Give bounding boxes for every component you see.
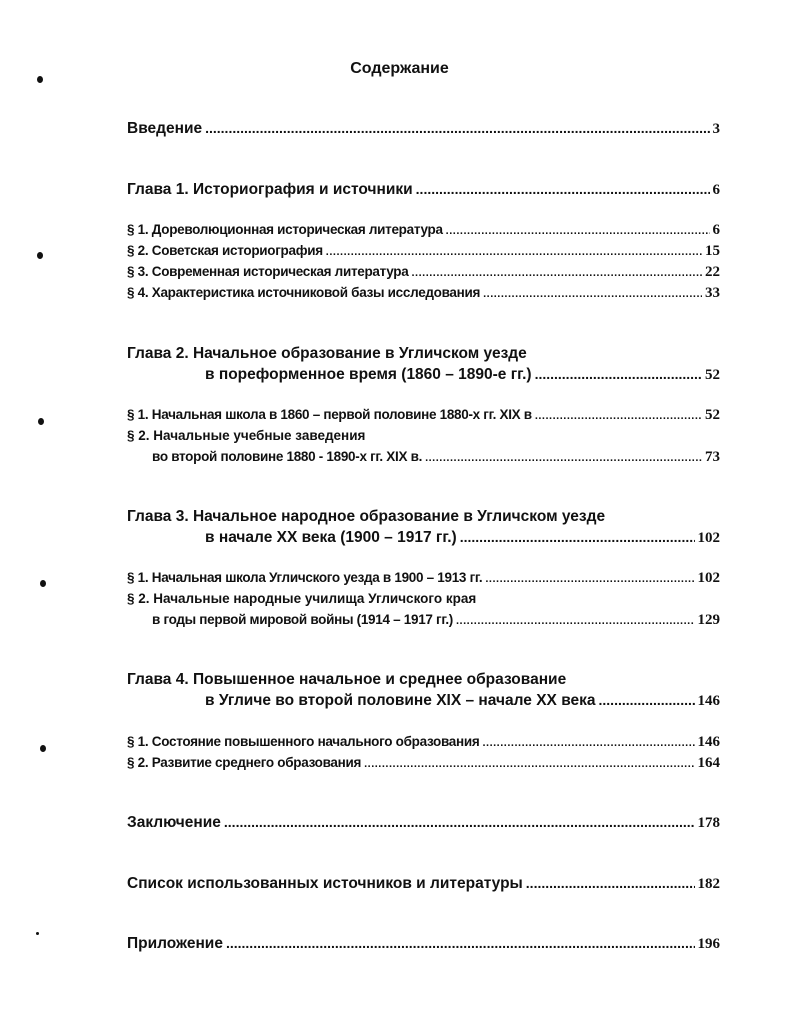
toc-entry-introduction[interactable]: [127, 120, 720, 140]
toc-section-2-2-heading: § 2. Начальные учебные заведения: [127, 428, 366, 443]
toc-page-number: 73: [705, 449, 720, 465]
toc-entry-chapter-1[interactable]: [127, 181, 720, 201]
toc-page-number: 3: [712, 121, 720, 137]
toc-page-number: 146: [697, 734, 720, 750]
toc-entry-section-1-3[interactable]: [127, 264, 720, 284]
toc-page-number: 146: [697, 693, 720, 709]
binder-hole-mark: [38, 418, 44, 425]
toc-entry-section-1-1[interactable]: [127, 222, 720, 242]
toc-entry-chapter-4[interactable]: [205, 692, 720, 712]
leader-dots: [364, 758, 694, 770]
toc-page-number: 102: [697, 530, 720, 546]
toc-chapter-4-heading: Глава 4. Повышенное начальное и среднее образование: [127, 671, 567, 688]
leader-dots: [446, 225, 710, 237]
leader-dots: [535, 410, 702, 422]
toc-entry-text: § 1. Начальная школа в 1860 – первой половине 1880-х гг. XIX в: [127, 407, 532, 422]
toc-entry-text: в Угличе во второй половине XIX – начале XX века: [205, 692, 596, 709]
toc-entry-section-4-1[interactable]: [127, 734, 720, 754]
toc-entry-appendix[interactable]: [127, 935, 720, 955]
toc-entry-section-4-2[interactable]: [127, 755, 720, 775]
leader-dots: [482, 737, 694, 749]
toc-entry-text: § 2. Развитие среднего образования: [127, 755, 362, 770]
toc-entry-conclusion[interactable]: [127, 814, 720, 834]
toc-page-number: 15: [705, 243, 720, 259]
leader-dots: [526, 875, 695, 891]
toc-page-number: 52: [705, 407, 720, 423]
toc-entry-section-1-4[interactable]: [127, 285, 720, 305]
toc-entry-section-2-2[interactable]: [152, 449, 720, 469]
toc-entry-text: § 3. Современная историческая литература: [127, 264, 409, 279]
toc-entry-bibliography[interactable]: [127, 875, 720, 895]
leader-dots: [416, 181, 710, 197]
toc-entry-text: Список использованных источников и литературы: [127, 875, 523, 892]
toc-entry-text: § 2. Советская историография: [127, 243, 323, 258]
toc-chapter-3-heading: Глава 3. Начальное народное образование в Угличском уезде: [127, 508, 606, 525]
leader-dots: [599, 692, 695, 708]
page-title: Содержание: [350, 60, 449, 77]
toc-entry-text: § 1. Дореволюционная историческая литература: [127, 222, 443, 237]
binder-hole-mark: [37, 252, 43, 259]
binder-hole-mark: [37, 76, 43, 83]
toc-entry-text: в пореформенное время (1860 – 1890-е гг.): [205, 366, 532, 383]
toc-entry-section-3-2[interactable]: [152, 612, 720, 632]
leader-dots: [483, 288, 702, 300]
leader-dots: [226, 935, 695, 951]
toc-entry-text: Введение: [127, 120, 203, 137]
toc-entry-text: во второй половине 1880 - 1890-х гг. XIX в.: [152, 449, 423, 464]
toc-entry-text: в начале XX века (1900 – 1917 гг.): [205, 529, 457, 546]
toc-entry-text: Приложение: [127, 935, 223, 952]
leader-dots: [535, 366, 702, 382]
leader-dots: [205, 120, 709, 136]
toc-page-number: 196: [697, 936, 720, 952]
scan-speck-mark: [36, 932, 39, 935]
toc-entry-text: Заключение: [127, 814, 221, 831]
toc-entry-text: § 1. Состояние повышенного начального образования: [127, 734, 480, 749]
toc-page-number: 102: [697, 570, 720, 586]
leader-dots: [456, 615, 695, 627]
leader-dots: [224, 814, 695, 830]
binder-hole-mark: [40, 745, 46, 752]
toc-page-number: 178: [697, 815, 720, 831]
toc-page-number: 22: [705, 264, 720, 280]
toc-entry-section-2-1[interactable]: [127, 407, 720, 427]
leader-dots: [411, 267, 702, 279]
toc-page-number: 33: [705, 285, 720, 301]
toc-page-number: 182: [697, 876, 720, 892]
leader-dots: [460, 529, 695, 545]
toc-page-number: 6: [712, 182, 720, 198]
toc-entry-text: § 4. Характеристика источниковой базы исследования: [127, 285, 481, 300]
toc-entry-chapter-2[interactable]: [205, 366, 720, 386]
toc-entry-text: Глава 1. Историография и источники: [127, 181, 413, 198]
toc-page-number: 129: [697, 612, 720, 628]
toc-entry-section-3-1[interactable]: [127, 570, 720, 590]
toc-entry-chapter-3[interactable]: [205, 529, 720, 549]
toc-page-number: 52: [705, 367, 720, 383]
toc-page-number: 6: [712, 222, 720, 238]
toc-chapter-2-heading: Глава 2. Начальное образование в Угличском уезде: [127, 345, 527, 362]
leader-dots: [485, 573, 694, 585]
leader-dots: [425, 452, 702, 464]
binder-hole-mark: [40, 580, 46, 587]
toc-section-3-2-heading: § 2. Начальные народные училища Угличского края: [127, 591, 477, 606]
toc-page-number: 164: [697, 755, 720, 771]
toc-entry-text: § 1. Начальная школа Угличского уезда в 1900 – 1913 гг.: [127, 570, 483, 585]
toc-entry-section-1-2[interactable]: [127, 243, 720, 263]
leader-dots: [326, 246, 702, 258]
toc-entry-text: в годы первой мировой войны (1914 – 1917 гг.): [152, 612, 453, 627]
